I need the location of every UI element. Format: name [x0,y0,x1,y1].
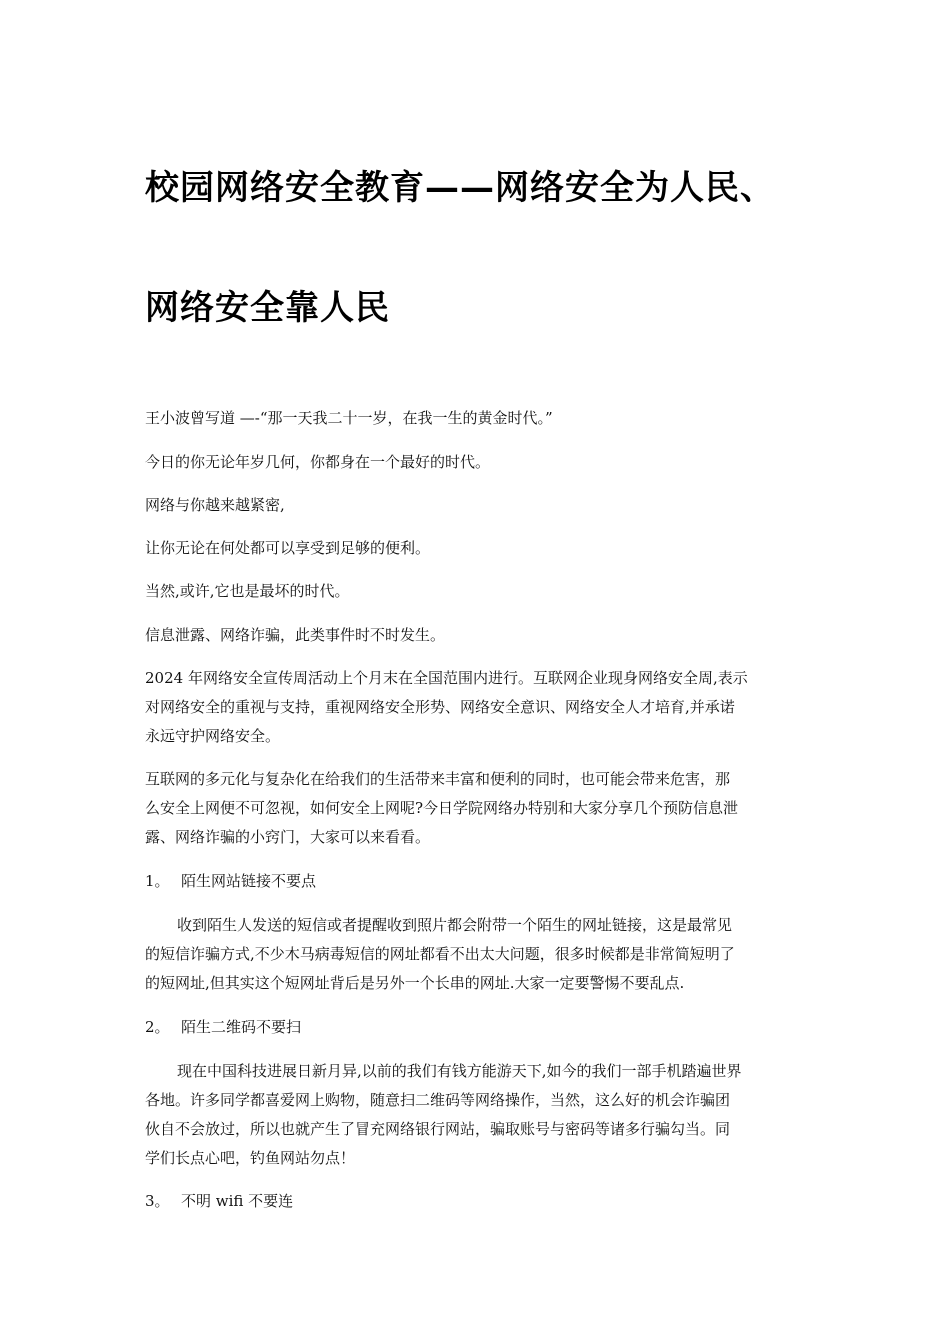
section-number: 1。 [145,872,170,890]
section-title: 陌生二维码不要扫 [181,1018,302,1036]
document-title-line-2: 网络安全靠人民 [145,288,390,328]
intro-line: 让你无论在何处都可以享受到足够的便利。 [145,539,431,557]
paragraph-line: 2024 年网络安全宣传周活动上个月末在全国范围内进行。互联网企业现身网络安全周,表示 [145,669,748,687]
section-title: 不明 wifi 不要连 [181,1192,294,1210]
section-heading [145,867,316,895]
intro-line: 今日的你无论年岁几何，你都身在一个最好的时代。 [145,453,491,471]
paragraph-line: 学们长点心吧，钓鱼网站勿点！ [145,1149,356,1167]
intro-line: 网络与你越来越紧密, [145,496,285,514]
paragraph-line: 对网络安全的重视与支持，重视网络安全形势、网络安全意识、网络安全人才培育,并承诺 [145,698,735,716]
paragraph-line: 么安全上网便不可忽视，如何安全上网呢?今日学院网络办特别和大家分享几个预防信息泄 [145,799,739,817]
section-title: 陌生网站链接不要点 [181,872,317,890]
paragraph-line: 露、网络诈骗的小窍门，大家可以来看看。 [145,828,431,846]
section-number: 2。 [145,1018,170,1036]
paragraph-line: 收到陌生人发送的短信或者提醒收到照片都会附带一个陌生的网址链接，这是最常见 [177,916,733,934]
section-number: 3。 [145,1192,170,1210]
intro-line: 王小波曾写道 —-“那一天我二十一岁，在我一生的黄金时代。” [145,409,553,427]
paragraph-line: 伙自不会放过，所以也就产生了冒充网络银行网站，骗取账号与密码等诸多行骗勾当。同 [145,1120,731,1138]
document-title-line-1: 校园网络安全教育——网络安全为人民、 [145,168,775,208]
paragraph-line: 的短网址,但其实这个短网址背后是另外一个长串的网址.大家一定要警惕不要乱点. [145,974,685,992]
paragraph-line: 现在中国科技进展日新月异,以前的我们有钱方能游天下,如今的我们一部手机踏遍世界 [177,1062,742,1080]
intro-line: 信息泄露、网络诈骗，此类事件时不时发生。 [145,626,446,644]
paragraph-line: 互联网的多元化与复杂化在给我们的生活带来丰富和便利的同时，也可能会带来危害，那 [145,770,731,788]
section-heading [145,1013,301,1041]
section-heading [145,1187,293,1215]
paragraph-line: 各地。许多同学都喜爱网上购物，随意扫二维码等网络操作，当然，这么好的机会诈骗团 [145,1091,731,1109]
paragraph-line: 的短信诈骗方式,不少木马病毒短信的网址都看不出太大问题，很多时候都是非常简短明了 [145,945,735,963]
paragraph-line: 永远守护网络安全。 [145,727,281,745]
intro-line: 当然,或许,它也是最坏的时代。 [145,582,350,600]
